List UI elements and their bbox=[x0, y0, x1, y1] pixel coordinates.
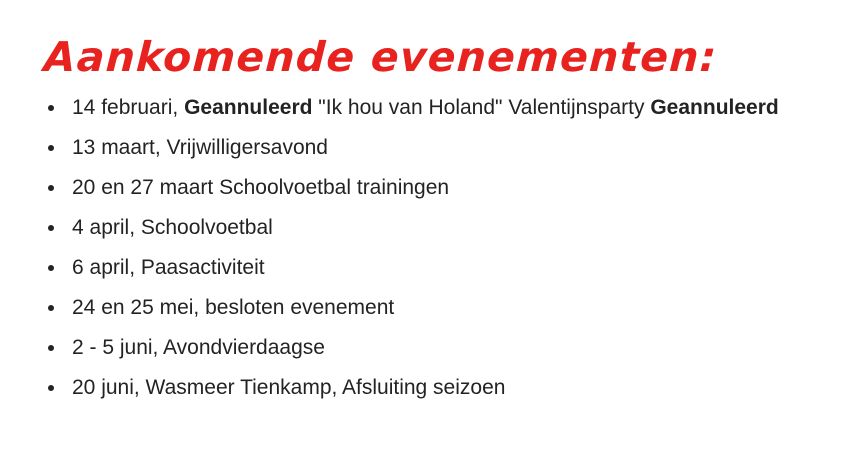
list-item bbox=[38, 177, 819, 198]
list-item bbox=[38, 337, 819, 358]
page-title: Aankomende evenementen: bbox=[42, 33, 719, 81]
list-item-text: 6 april, Paasactiviteit bbox=[72, 256, 265, 280]
list-item-text: 20 en 27 maart Schoolvoetbal trainingen bbox=[72, 176, 450, 200]
list-item bbox=[38, 377, 819, 398]
list-item-text: 20 juni, Wasmeer Tienkamp, Afsluiting seizoen bbox=[72, 376, 506, 400]
list-item-text: "Ik hou van Holand" Valentijnsparty bbox=[312, 96, 651, 120]
list-item bbox=[38, 137, 819, 158]
list-item-text: 13 maart, Vrijwilligersavond bbox=[72, 136, 328, 160]
list-item bbox=[38, 257, 819, 278]
list-item-text: Geannuleerd bbox=[184, 96, 313, 120]
list-item-text: 24 en 25 mei, besloten evenement bbox=[72, 296, 395, 320]
list-item bbox=[38, 97, 819, 118]
list-item bbox=[38, 297, 819, 318]
list-item-text: Geannuleerd bbox=[650, 96, 779, 120]
list-item-text: 4 april, Schoolvoetbal bbox=[72, 216, 273, 240]
list-item-text: 14 februari, bbox=[72, 96, 185, 120]
events-list bbox=[38, 97, 819, 398]
list-item bbox=[38, 217, 819, 238]
list-item-text: 2 - 5 juni, Avondvierdaagse bbox=[72, 336, 325, 360]
